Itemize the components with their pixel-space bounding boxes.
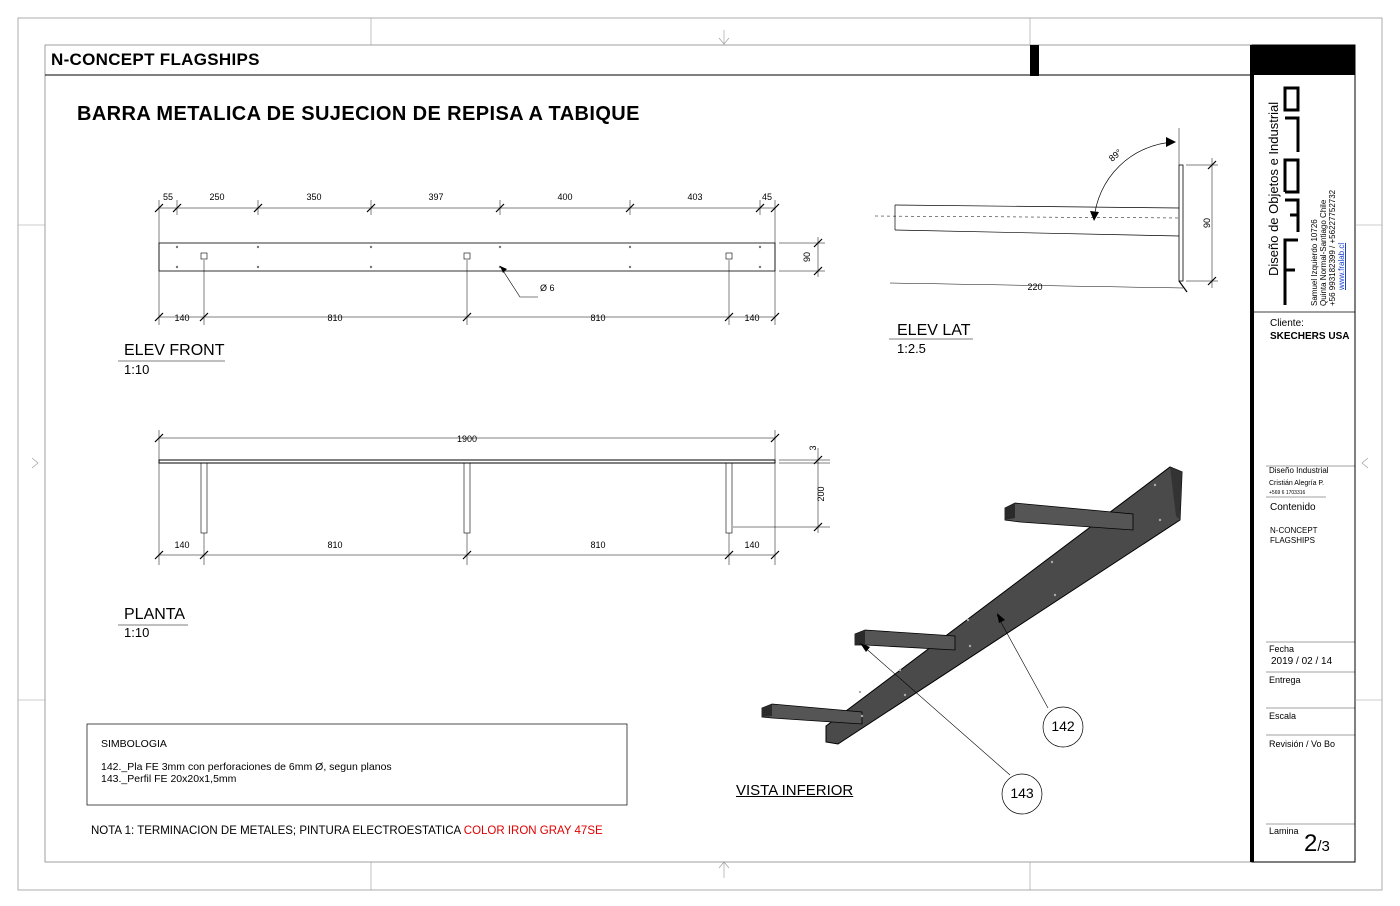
dim-hole: Ø 6 [540, 283, 555, 293]
dim-total: 1900 [456, 434, 478, 444]
firm-city: Quinta Normal-Santiago Chile [1319, 199, 1328, 306]
elev-front-scale: 1:10 [124, 362, 150, 377]
dim-top-5: 400 [557, 192, 573, 202]
dim-bottom-2: 810 [327, 313, 343, 323]
firm-name: Diseño de Objetos e Industrial [1266, 101, 1281, 276]
dim-top-1: 55 [162, 192, 174, 202]
firm-phones: +56 993182399 / +56227752732 [1328, 189, 1337, 306]
dim-top-3: 350 [306, 192, 322, 202]
contenido-line-2: FLAGSHIPS [1270, 536, 1315, 545]
nota-prefix: NOTA 1: TERMINACION DE METALES; PINTURA ELECTROESTATICA [91, 825, 464, 837]
contenido-line-1: N-CONCEPT [1270, 526, 1318, 535]
vista-inferior-label: VISTA INFERIOR [736, 782, 854, 799]
planta-label: PLANTA [124, 606, 186, 623]
dim-thickness: 3 [808, 445, 818, 451]
cliente-name: SKECHERS USA [1270, 331, 1350, 342]
simbologia-item-142: 142._Pla FE 3mm con perforaciones de 6mm Ø, segun planos [101, 761, 392, 773]
designer-name: Cristián Alegría P. [1269, 480, 1325, 487]
inner-frame [45, 45, 1355, 862]
entrega-label: Entrega [1269, 675, 1301, 685]
dim-angle: 89° [1106, 147, 1124, 164]
dim-top-7: 45 [761, 192, 773, 202]
lamina-number [1304, 830, 1330, 858]
dim-top-6: 403 [687, 192, 703, 202]
elev-front-dimensions [163, 192, 812, 323]
planta-scale: 1:10 [124, 625, 150, 640]
vista-inferior-render [762, 467, 1182, 814]
callout-142-label: 142 [1051, 718, 1075, 734]
planta-view [118, 430, 830, 625]
header-black-bar [1030, 45, 1039, 76]
firm-address: Samuel Izquierdo 10726 [1310, 219, 1319, 306]
planta-dimensions [174, 434, 826, 550]
elev-lat-view [875, 128, 1218, 339]
lamina-total: /3 [1317, 838, 1330, 855]
dim-planta-4: 140 [744, 540, 760, 550]
dim-lat-height: 90 [1202, 217, 1212, 229]
elev-front-label: ELEV FRONT [124, 342, 225, 359]
cliente-label: Cliente: [1270, 318, 1304, 329]
dim-bottom-3: 810 [590, 313, 606, 323]
dim-height: 90 [802, 251, 812, 263]
designer-phone: +569 6 1703316 [1269, 490, 1306, 496]
dim-planta-2: 810 [327, 540, 343, 550]
nota-color-highlight: COLOR IRON GRAY 47SE [463, 825, 603, 837]
firm-website-link[interactable]: www.fralab.cl [1337, 242, 1346, 290]
contenido-label: Contenido [1270, 502, 1316, 513]
dim-depth: 200 [816, 486, 826, 502]
escala-label: Escala [1269, 711, 1297, 721]
nota-terminacion [91, 825, 603, 837]
dim-bottom-4: 140 [744, 313, 760, 323]
diseno-industrial-label: Diseño Industrial [1269, 466, 1329, 475]
lamina-label: Lamina [1269, 826, 1299, 836]
fecha-value: 2019 / 02 / 14 [1271, 656, 1333, 667]
dim-bottom-1: 140 [174, 313, 190, 323]
elev-lat-label: ELEV LAT [897, 322, 971, 339]
dim-planta-1: 140 [174, 540, 190, 550]
fralab-logo-icon [1285, 88, 1298, 305]
dim-lat-length: 220 [1027, 282, 1043, 292]
outer-frame [18, 18, 1382, 890]
elev-lat-scale: 1:2.5 [897, 341, 926, 356]
lamina-current: 2 [1304, 830, 1318, 857]
elev-front-view [118, 200, 825, 361]
dim-top-4: 397 [428, 192, 444, 202]
dim-top-2: 250 [209, 192, 225, 202]
dim-planta-3: 810 [590, 540, 606, 550]
simbologia-title: SIMBOLOGIA [101, 738, 167, 750]
simbologia-item-143: 143._Perfil FE 20x20x1,5mm [101, 773, 237, 785]
revision-label: Revisión / Vo Bo [1269, 739, 1336, 749]
elev-lat-dimensions [1027, 147, 1212, 292]
border-ticks [18, 18, 1382, 890]
callout-143-label: 143 [1010, 785, 1034, 801]
sheet-main-title: BARRA METALICA DE SUJECION DE REPISA A TABIQUE [77, 103, 640, 125]
fecha-label: Fecha [1269, 644, 1295, 654]
title-block-black-band [1252, 45, 1355, 75]
project-header-title: N-CONCEPT FLAGSHIPS [51, 50, 260, 69]
